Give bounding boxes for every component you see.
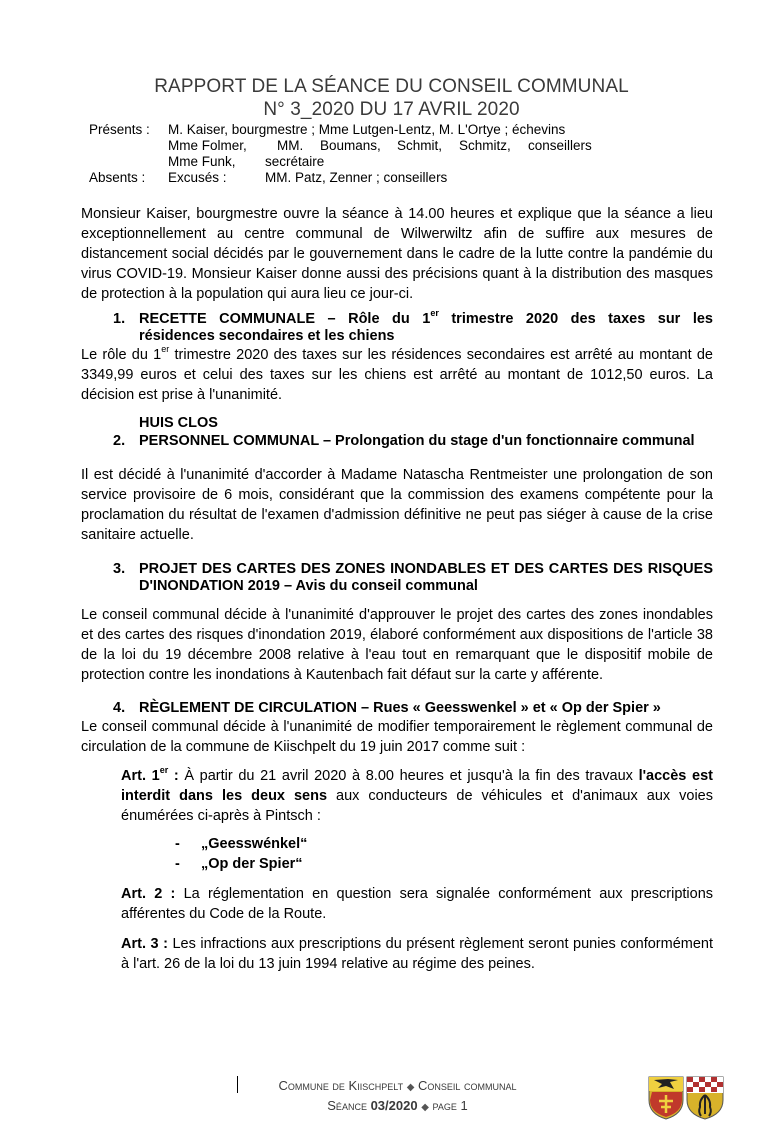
section-2-body: Il est décidé à l'unanimité d'accorder à Madame Natascha Rentmeister une prolongation de son service provisoire de 6 mois, considérant que la commission des examens compétente pour la proclamation du résultat de l'examen d'admission définitive ne peut pas siéger à cause de la crise sanitaire actuelle. bbox=[81, 467, 713, 543]
section-4-body: Le conseil communal décide à l'unanimité de modifier temporairement le règlement communal de circulation de la commune de Kiischpelt du 19 juin 2017 comme suit : bbox=[81, 719, 713, 755]
section-title-line: RECETTE COMMUNALE – Rôle du 1er trimestre 2020 des taxes sur les bbox=[139, 308, 713, 327]
present-name: Mme Funk, bbox=[168, 154, 236, 169]
report-title: RAPPORT DE LA SÉANCE DU CONSEIL COMMUNAL bbox=[154, 76, 629, 97]
section-3-heading bbox=[113, 561, 713, 595]
section-title: RÈGLEMENT DE CIRCULATION – Rues « Geesswenkel » et « Op der Spier » bbox=[139, 700, 661, 716]
diamond-separator-icon: ◆ bbox=[421, 1102, 429, 1113]
absent-label: Absents : bbox=[89, 170, 146, 185]
footer-line-2: Séance 03/2020 ◆ page 1 bbox=[327, 1098, 468, 1113]
diamond-separator-icon: ◆ bbox=[406, 1082, 415, 1093]
section-title-line: résidences secondaires et les chiens bbox=[139, 328, 395, 344]
article-1: Art. 1er : À partir du 21 avril 2020 à 8.00 heures et jusqu'à la fin des travaux l'accès est interdit dans les deux sens aux conducteurs de véhicules et d'animaux aux voies énumérées ci-après à Pintsch : bbox=[121, 765, 713, 824]
absent-names: MM. Patz, Zenner ; conseillers bbox=[265, 170, 448, 185]
section-title: PROJET DES CARTES DES ZONES INONDABLES ET DES CARTES DES RISQUES D'INONDATION 2019 – Avis du conseil communal bbox=[139, 561, 713, 594]
section-4-heading bbox=[113, 700, 713, 717]
section-number: 2. bbox=[113, 433, 126, 449]
section-3-body: Le conseil communal décide à l'unanimité d'approuver le projet des cartes des zones inondables et des cartes des risques d'inondation 2019, élaboré conformément aux dispositions de l'article 38 de la loi du 19 décembre 2008 relative à l'eau tout en remarquant que le dispositif mobile de protection contre les inondations à Kautenbach fait défaut sur la carte y afférente. bbox=[81, 607, 713, 683]
present-name: MM. bbox=[277, 138, 304, 153]
present-name: Schmitz, bbox=[459, 138, 511, 153]
crest-icon bbox=[686, 1076, 724, 1120]
intro-paragraph: Monsieur Kaiser, bourgmestre ouvre la séance à 14.00 heures et explique que la séance a lieu exceptionnellement au centre communal de Wilwerwiltz afin de suffire aux mesures de distancement social décidés par le gouvernement dans le cadre de la lutte contre la pandémie du virus COVID-19. Monsieur Kaiser donne aussi des précisions quant à la distribution des masques de protection à la population qui aura lieu ce jour-ci. bbox=[81, 206, 713, 302]
report-subtitle: N° 3_2020 DU 17 AVRIL 2020 bbox=[263, 99, 520, 120]
section-title: PERSONNEL COMMUNAL – Prolongation du stage d'un fonctionnaire communal bbox=[139, 433, 695, 449]
huis-clos-heading: HUIS CLOS bbox=[139, 415, 218, 431]
street-list-item: - „Geesswénkel“ bbox=[175, 836, 308, 852]
present-label: Présents : bbox=[89, 122, 150, 137]
present-name: Schmit, bbox=[397, 138, 443, 153]
present-line-1: M. Kaiser, bourgmestre ; Mme Lutgen-Lentz, M. L'Ortye ; échevins bbox=[168, 122, 566, 137]
excused-label: Excusés : bbox=[168, 170, 227, 185]
section-number: 1. bbox=[113, 311, 126, 327]
street-list-item: - „Op der Spier“ bbox=[175, 856, 303, 872]
section-1-heading bbox=[113, 308, 713, 345]
crest-icon bbox=[648, 1076, 684, 1120]
section-number: 3. bbox=[113, 561, 126, 577]
footer-line-1: Commune de Kiischpelt ◆ Conseil communal bbox=[278, 1078, 517, 1093]
section-number: 4. bbox=[113, 700, 126, 716]
present-role: secrétaire bbox=[265, 154, 325, 169]
article-3: Art. 3 : Les infractions aux prescriptions du présent règlement seront punies conformément à l'art. 26 de la loi du 13 juin 1994 relative au régime des peines. bbox=[121, 936, 713, 972]
article-2: Art. 2 : La réglementation en question sera signalée conformément aux prescriptions afférentes du Code de la Route. bbox=[121, 886, 714, 922]
present-name: Mme Folmer, bbox=[168, 138, 247, 153]
section-2-heading bbox=[113, 433, 713, 450]
present-name: conseillers bbox=[528, 138, 592, 153]
present-name: Boumans, bbox=[320, 138, 381, 153]
section-1-body: Le rôle du 1er trimestre 2020 des taxes sur les résidences secondaires est arrêté au montant de 3349,99 euros et celui des taxes sur les chiens est arrêté au montant de 1012,50 euros. La décision est prise à l'unanimité. bbox=[81, 344, 713, 403]
